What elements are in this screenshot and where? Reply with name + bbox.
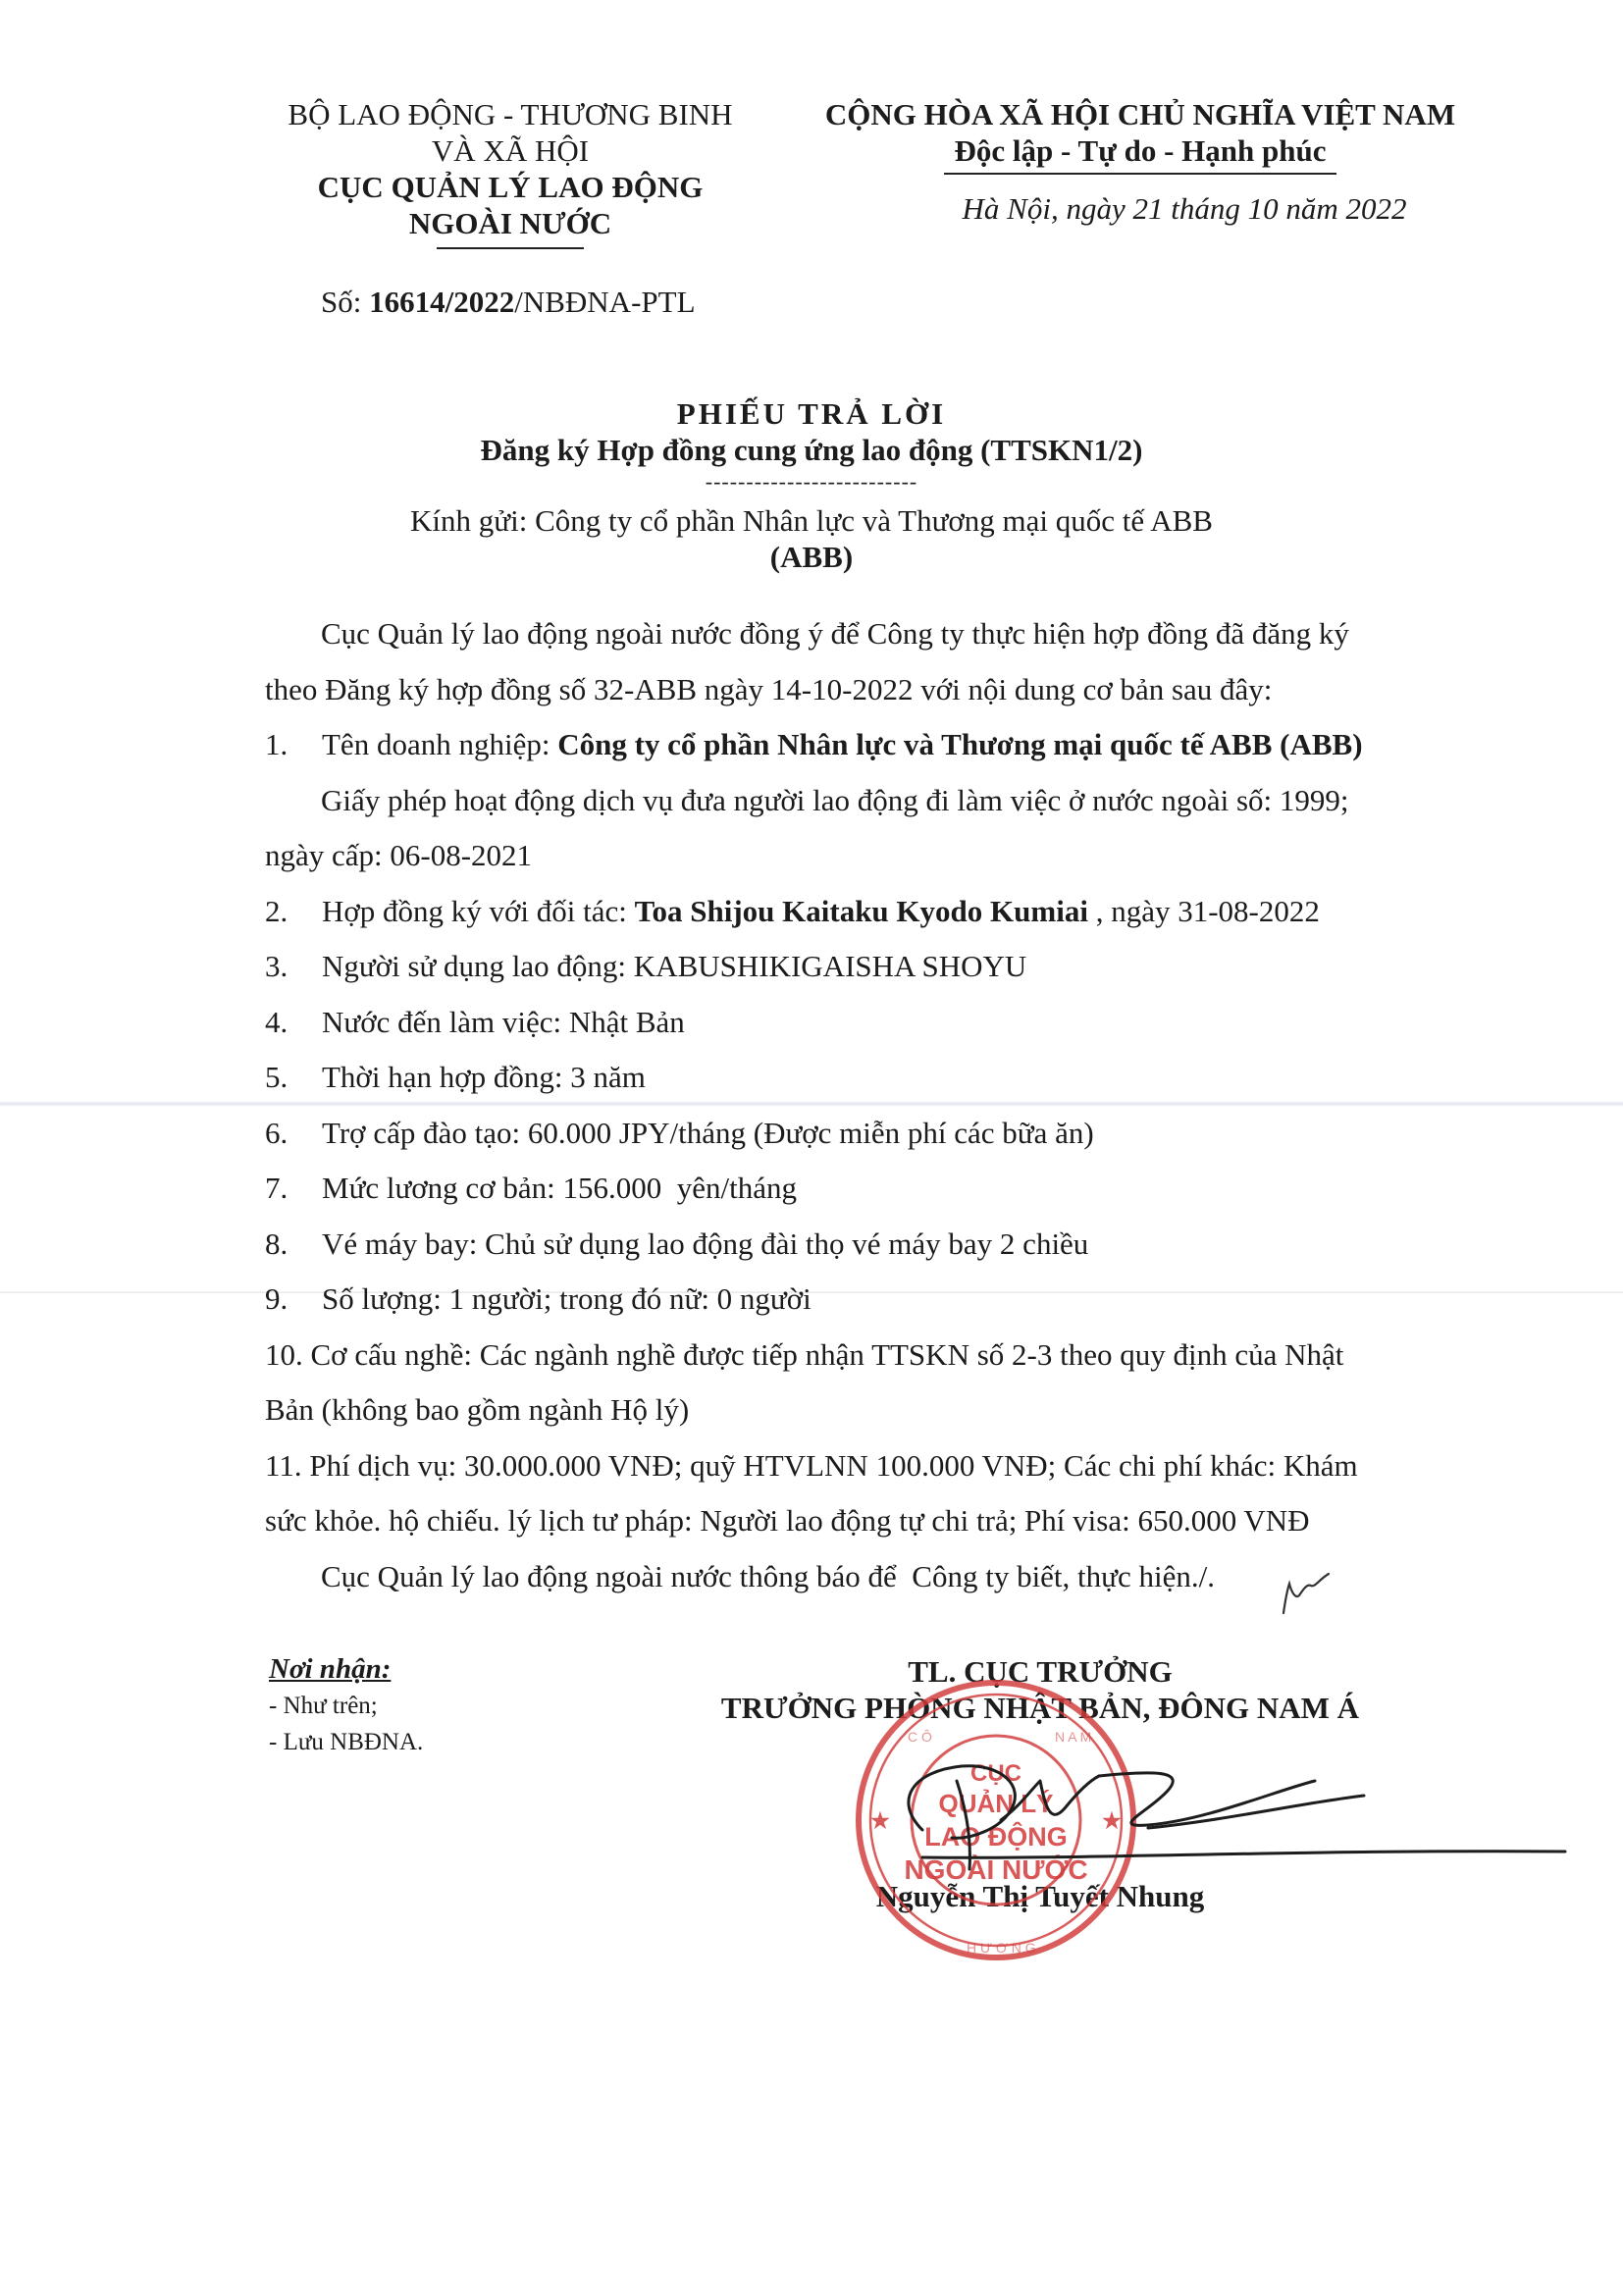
seal-text-4: NGOÀI NƯỚC — [904, 1854, 1088, 1885]
item-6 — [265, 1106, 1442, 1162]
doc-no-number: 16614/2022 — [369, 285, 515, 319]
recipient-line1: Kính gửi: Công ty cổ phần Nhân lực và Thương mại quốc tế ABB — [410, 503, 1213, 538]
nation-title: CỘNG HÒA XÃ HỘI CHỦ NGHĨA VIỆT NAM — [824, 97, 1456, 131]
agency-name-line1: CỤC QUẢN LÝ LAO ĐỘNG — [317, 170, 704, 204]
document-number — [321, 285, 696, 320]
seal-text-3: LAO ĐỘNG — [924, 1822, 1068, 1852]
item-6-text: Trợ cấp đào tạo: 60.000 JPY/tháng (Được miễn phí các bữa ăn) — [322, 1115, 1094, 1150]
motto-underline — [944, 173, 1336, 175]
item-10-line1: 10. Cơ cấu nghề: Các ngành nghề được tiếp nhận TTSKN số 2-3 theo quy định của Nhật — [265, 1336, 1344, 1372]
initial-mark — [1278, 1570, 1336, 1619]
signer-role-1: TL. CỤC TRƯỞNG — [908, 1654, 1173, 1689]
item-1-date: ngày cấp: 06-08-2021 — [265, 838, 533, 872]
item-3-text: Người sử dụng lao động: KABUSHIKIGAISHA SHOYU — [322, 949, 1027, 983]
closing-statement: Cục Quản lý lao động ngoài nước thông báo để Công ty biết, thực hiện./. — [321, 1558, 1215, 1593]
seal-ring-mark: C Ô — [908, 1729, 932, 1745]
item-2-number: 2. — [265, 893, 288, 928]
item-1-label: Tên doanh nghiệp: — [322, 727, 558, 761]
signer-name: Nguyễn Thị Tuyết Nhung — [875, 1879, 1205, 1913]
recipient-line2: (ABB) — [769, 540, 854, 574]
national-motto: Độc lập - Tự do - Hạnh phúc — [954, 133, 1327, 168]
doc-no-suffix: /NBĐNA-PTL — [514, 285, 696, 319]
item-3-number: 3. — [265, 949, 288, 983]
item-4-text: Nước đến làm việc: Nhật Bản — [322, 1004, 685, 1039]
place-date: Hà Nội, ngày 21 tháng 10 năm 2022 — [962, 191, 1407, 226]
recipient-item-2: - Lưu NBĐNA. — [269, 1729, 424, 1755]
doc-no-label: Số: — [321, 285, 370, 319]
item-10-line2: Bản (không bao gồm ngành Hộ lý) — [265, 1392, 690, 1427]
item-2-suffix: , ngày 31-08-2022 — [1087, 893, 1320, 928]
item-9 — [265, 1272, 1442, 1328]
item-7 — [265, 1161, 1442, 1217]
item-2 — [265, 884, 1442, 940]
item-5-number: 5. — [265, 1060, 288, 1094]
item-1-number: 1. — [265, 727, 288, 761]
seal-text-2: QUẢN LÝ — [938, 1789, 1054, 1818]
agency-name-line2: NGOÀI NƯỚC — [408, 206, 612, 240]
item-4-number: 4. — [265, 1004, 288, 1039]
item-7-text: Mức lương cơ bản: 156.000 yên/tháng — [322, 1171, 797, 1205]
item-6-number: 6. — [265, 1115, 288, 1150]
recipient-item-1: - Như trên; — [269, 1693, 378, 1719]
seal-star: ★ — [1102, 1808, 1122, 1833]
national-header-block — [797, 96, 1484, 227]
item-2-value: Toa Shijou Kaitaku Kyodo Kumiai — [634, 893, 1088, 928]
document-title: PHIẾU TRẢ LỜI — [676, 396, 947, 431]
signer-role-2: TRƯỞNG PHÒNG NHẬT BẢN, ĐÔNG NAM Á — [720, 1691, 1360, 1725]
item-1 — [265, 717, 1442, 773]
recipients-block — [269, 1651, 423, 1760]
item-1-value: Công ty cổ phần Nhân lực và Thương mại quốc tế ABB (ABB) — [557, 727, 1363, 761]
item-9-number: 9. — [265, 1281, 288, 1316]
item-9-text: Số lượng: 1 người; trong đó nữ: 0 người — [322, 1281, 812, 1316]
handwritten-signature — [854, 1712, 1599, 1899]
title-divider: -------------------------- — [705, 469, 918, 494]
seal-star: ★ — [870, 1808, 890, 1833]
item-3 — [265, 939, 1442, 995]
document-body — [265, 606, 1442, 1604]
intro-line2: theo Đăng ký hợp đồng số 32-ABB ngày 14-10-2022 với nội dung cơ bản sau đây: — [265, 671, 1273, 706]
item-11-line1: 11. Phí dịch vụ: 30.000.000 VNĐ; quỹ HTVLNN 100.000 VNĐ; Các chi phí khác: Khám — [265, 1447, 1358, 1483]
item-5 — [265, 1050, 1442, 1106]
document-subtitle: Đăng ký Hợp đồng cung ứng lao động (TTSKN1/2) — [480, 433, 1143, 467]
item-7-number: 7. — [265, 1171, 288, 1205]
agency-underline — [437, 247, 584, 249]
seal-ring-mark: N A M — [1055, 1729, 1092, 1745]
seal-text-1: CỤC — [970, 1760, 1021, 1787]
item-2-label: Hợp đồng ký với đối tác: — [322, 893, 635, 928]
ministry-name-line2: VÀ XÃ HỘI — [431, 133, 590, 168]
item-5-text: Thời hạn hợp đồng: 3 năm — [322, 1060, 646, 1094]
recipients-title: Nơi nhận: — [269, 1653, 392, 1685]
item-1-license: Giấy phép hoạt động dịch vụ đưa người lao động đi làm việc ở nước ngoài số: 1999; — [321, 782, 1349, 817]
issuing-agency-block — [236, 96, 785, 249]
intro-line1: Cục Quản lý lao động ngoài nước đồng ý để Công ty thực hiện hợp đồng đã đăng ký — [321, 616, 1349, 651]
ministry-name-line1: BỘ LAO ĐỘNG - THƯƠNG BINH — [288, 97, 733, 131]
item-4 — [265, 995, 1442, 1051]
seal-ring-mark: H Ư Ơ N G — [967, 1940, 1036, 1956]
item-8-text: Vé máy bay: Chủ sử dụng lao động đài thọ vé máy bay 2 chiều — [322, 1226, 1089, 1261]
item-11-line2: sức khỏe. hộ chiếu. lý lịch tư pháp: Người lao động tự chi trả; Phí visa: 650.000 VNĐ — [265, 1503, 1310, 1538]
item-8-number: 8. — [265, 1226, 288, 1261]
item-8 — [265, 1217, 1442, 1273]
